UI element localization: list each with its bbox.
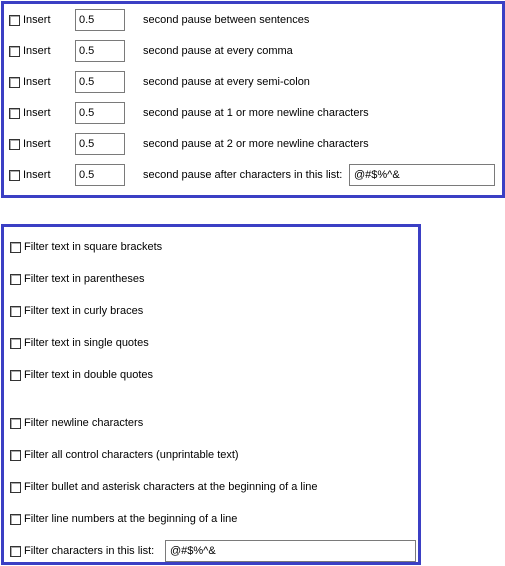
filter-control-characters-checkbox[interactable]	[10, 449, 239, 461]
filter-bullet-asterisk-checkbox[interactable]	[10, 481, 318, 493]
filter-line-numbers-checkbox-box[interactable]	[10, 514, 21, 525]
pause-comma-checkbox-label: Insert	[23, 45, 51, 57]
filter-double-quotes-checkbox[interactable]	[10, 369, 153, 381]
pause-char-list-checkbox-box[interactable]	[9, 170, 20, 181]
pause-newline-two-row	[9, 133, 51, 155]
pause-comma-row	[9, 40, 51, 62]
filter-parentheses-checkbox-box[interactable]	[10, 274, 21, 285]
filter-curly-braces-checkbox[interactable]	[10, 305, 143, 317]
pause-semicolon-description: second pause at every semi-colon	[143, 76, 310, 88]
pause-newline-two-checkbox-label: Insert	[23, 138, 51, 150]
filter-curly-braces-row	[10, 300, 143, 322]
pause-newline-one-seconds-input[interactable]: 0.5	[75, 102, 125, 124]
pause-sentences-checkbox-box[interactable]	[9, 15, 20, 26]
pause-newline-two-seconds-input[interactable]: 0.5	[75, 133, 125, 155]
filter-double-quotes-row	[10, 364, 153, 386]
filter-square-brackets-checkbox[interactable]	[10, 241, 162, 253]
pause-newline-two-checkbox[interactable]	[9, 138, 51, 150]
pause-comma-seconds-input[interactable]: 0.5	[75, 40, 125, 62]
pause-char-list-row	[9, 164, 51, 186]
pause-sentences-seconds-input[interactable]: 0.5	[75, 9, 125, 31]
pause-newline-one-checkbox-label: Insert	[23, 107, 51, 119]
pause-newline-one-checkbox-box[interactable]	[9, 108, 20, 119]
pause-char-list-description: second pause after characters in this list:	[143, 169, 343, 181]
filter-double-quotes-label: Filter text in double quotes	[24, 369, 154, 381]
filter-control-characters-label: Filter all control characters (unprintable text)	[24, 449, 239, 461]
filter-newline-label: Filter newline characters	[24, 417, 144, 429]
filter-curly-braces-checkbox-box[interactable]	[10, 306, 21, 317]
filter-curly-braces-label: Filter text in curly braces	[24, 305, 144, 317]
filter-square-brackets-row	[10, 236, 162, 258]
pause-sentences-description: second pause between sentences	[143, 14, 310, 26]
filter-char-list-label: Filter characters in this list:	[24, 545, 155, 557]
pause-char-list-input[interactable]: @#$%^&	[349, 164, 495, 186]
filter-newline-checkbox-box[interactable]	[10, 418, 21, 429]
pause-semicolon-checkbox[interactable]	[9, 76, 51, 88]
filter-line-numbers-row	[10, 508, 237, 530]
pause-char-list-checkbox-label: Insert	[23, 169, 51, 181]
pause-semicolon-row	[9, 71, 51, 93]
filter-line-numbers-label: Filter line numbers at the beginning of a line	[24, 513, 238, 525]
pause-semicolon-seconds-input[interactable]: 0.5	[75, 71, 125, 93]
filter-square-brackets-checkbox-box[interactable]	[10, 242, 21, 253]
filter-bullet-asterisk-row	[10, 476, 318, 498]
filter-newline-row	[10, 412, 143, 434]
filter-char-list-checkbox[interactable]	[10, 545, 154, 557]
filter-single-quotes-row	[10, 332, 149, 354]
pause-sentences-row	[9, 9, 51, 31]
filter-line-numbers-checkbox[interactable]	[10, 513, 237, 525]
filter-control-characters-row	[10, 444, 239, 466]
pause-sentences-checkbox[interactable]	[9, 14, 51, 26]
filter-square-brackets-label: Filter text in square brackets	[24, 241, 163, 253]
filter-double-quotes-checkbox-box[interactable]	[10, 370, 21, 381]
filter-single-quotes-checkbox-box[interactable]	[10, 338, 21, 349]
filter-single-quotes-label: Filter text in single quotes	[24, 337, 149, 349]
filter-bullet-asterisk-checkbox-box[interactable]	[10, 482, 21, 493]
pause-semicolon-checkbox-label: Insert	[23, 76, 51, 88]
filter-char-list-checkbox-box[interactable]	[10, 546, 21, 557]
pause-char-list-seconds-input[interactable]: 0.5	[75, 164, 125, 186]
pause-char-list-checkbox[interactable]	[9, 169, 51, 181]
pause-newline-one-row	[9, 102, 51, 124]
pause-newline-one-checkbox[interactable]	[9, 107, 51, 119]
pause-newline-one-description: second pause at 1 or more newline characters	[143, 107, 369, 119]
filter-control-characters-checkbox-box[interactable]	[10, 450, 21, 461]
pause-newline-two-checkbox-box[interactable]	[9, 139, 20, 150]
pause-sentences-checkbox-label: Insert	[23, 14, 51, 26]
pause-newline-two-description: second pause at 2 or more newline characters	[143, 138, 369, 150]
filter-settings-panel	[1, 224, 421, 565]
pause-comma-checkbox[interactable]	[9, 45, 51, 57]
filter-char-list-input[interactable]: @#$%^&	[165, 540, 416, 562]
pause-settings-panel	[1, 1, 505, 198]
filter-single-quotes-checkbox[interactable]	[10, 337, 149, 349]
filter-parentheses-row	[10, 268, 144, 290]
pause-comma-description: second pause at every comma	[143, 45, 293, 57]
pause-semicolon-checkbox-box[interactable]	[9, 77, 20, 88]
filter-newline-checkbox[interactable]	[10, 417, 143, 429]
filter-parentheses-checkbox[interactable]	[10, 273, 144, 285]
filter-bullet-asterisk-label: Filter bullet and asterisk characters at the beginning of a line	[24, 481, 318, 493]
filter-char-list-row	[10, 540, 154, 562]
pause-comma-checkbox-box[interactable]	[9, 46, 20, 57]
filter-parentheses-label: Filter text in parentheses	[24, 273, 145, 285]
